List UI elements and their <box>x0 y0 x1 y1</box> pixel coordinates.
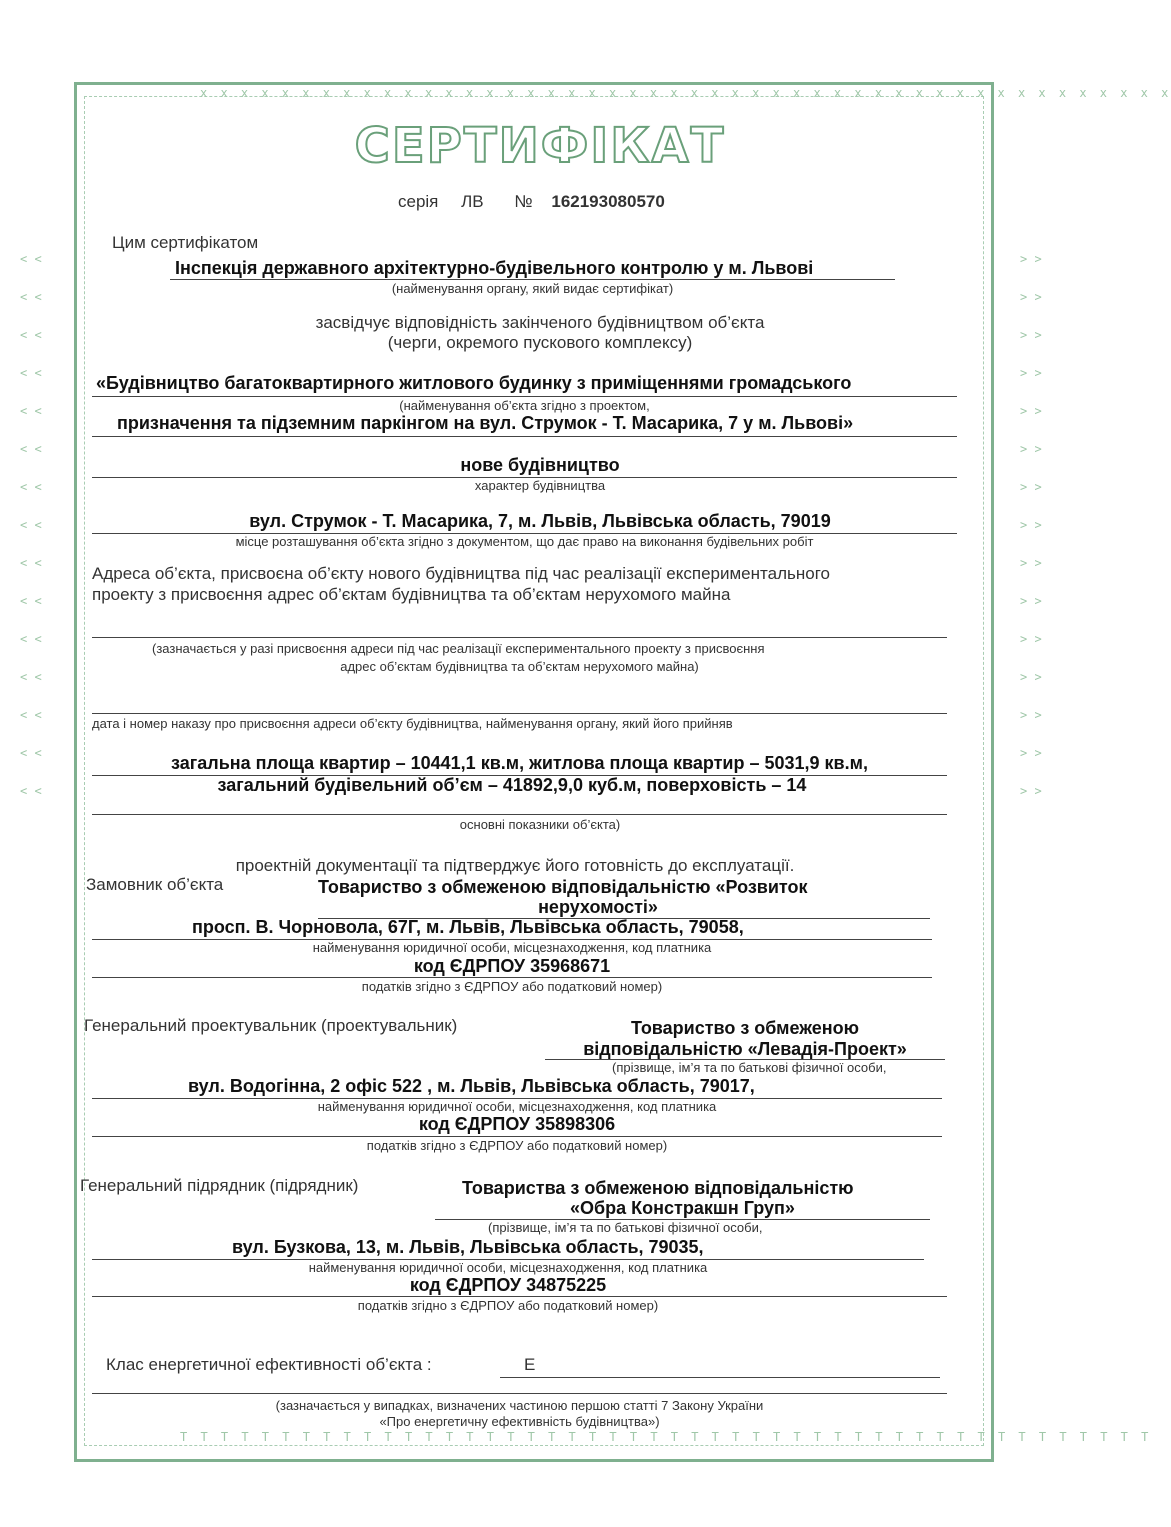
certifies-subtext: (черги, окремого пускового комплексу) <box>387 333 693 352</box>
energy-caption-line2: «Про енергетичну ефективність будівництва») <box>379 1414 660 1429</box>
designer-legal-caption: найменування юридичної особи, місцезнаходження, код платника <box>317 1099 717 1114</box>
authority-caption: (найменування органу, який видає сертифікат) <box>391 281 674 296</box>
order-underline <box>92 713 947 714</box>
designer-address: вул. Водогінна, 2 офіс 522 , м. Львів, Львівська область, 79017, <box>188 1076 755 1096</box>
energy-caption-line1: (зазначається у випадках, визначених частиною першою статті 7 Закону України <box>275 1398 764 1413</box>
bottom-ornament: T T T T T T T T T T T T T T T T T T T T T T T T T T T T T T T T T T T T T T T T T T T T T T T T <box>180 1430 1152 1444</box>
address-underline <box>92 637 947 638</box>
certificate-number: 162193080570 <box>551 192 665 211</box>
object-underline-2 <box>92 436 957 437</box>
energy-class-value: Е <box>524 1355 536 1374</box>
indicators-caption: основні показники об’єкта) <box>459 817 621 832</box>
contractor-code-underline <box>92 1296 947 1297</box>
right-ornament: > > > > > > > > > > > > > > > > > > > > > > > > > > > > > > <box>1020 252 1042 798</box>
contractor-name-line2: «Обра Констракшн Груп» <box>570 1198 795 1218</box>
customer-address: просп. В. Чорновола, 67Г, м. Львів, Львівська область, 79058, <box>192 917 744 937</box>
construction-type: нове будівництво <box>460 455 620 475</box>
address-caption-line2: адрес об’єктам будівництва та об’єктам нерухомого майна) <box>340 659 699 674</box>
address-text-line2: проекту з присвоєння адрес об’єктам будівництва та об’єктам нерухомого майна <box>92 585 731 604</box>
series-row <box>398 192 665 212</box>
address-caption-line1: (зазначається у разі присвоєння адреси під час реалізації експериментального проекту з присвоєння <box>152 641 765 656</box>
designer-name-line2: відповідальністю «Левадія-Проект» <box>583 1039 907 1059</box>
customer-legal-caption: найменування юридичної особи, місцезнаходження, код платника <box>312 940 712 955</box>
indicators-line2: загальний будівельний об’єм – 41892,9,0 куб.м, поверховість – 14 <box>217 775 807 795</box>
customer-label: Замовник об’єкта <box>86 875 224 894</box>
designer-name-line1: Товариство з обмеженою <box>630 1018 860 1038</box>
authority-underline <box>170 279 895 280</box>
customer-code: код ЄДРПОУ 35968671 <box>413 956 611 976</box>
object-name-line1: «Будівництво багатоквартирного житлового будинку з приміщеннями громадського <box>96 373 852 393</box>
left-ornament: < < < < < < < < < < < < < < < < < < < < < < < < < < < < < < <box>20 252 42 798</box>
customer-tax-caption: податків згідно з ЄДРПОУ або податковий номер) <box>361 979 663 994</box>
contractor-legal-caption: найменування юридичної особи, місцезнаходження, код платника <box>308 1260 708 1275</box>
customer-code-underline <box>92 977 932 978</box>
order-caption: дата і номер наказу про присвоєння адреси об’єкту будівництва, найменування органу, який його прийняв <box>92 716 733 731</box>
designer-code-underline <box>92 1136 942 1137</box>
designer-code: код ЄДРПОУ 35898306 <box>418 1114 616 1134</box>
object-caption: (найменування об’єкта згідно з проектом, <box>399 398 650 413</box>
energy-class-underline <box>500 1377 940 1378</box>
readiness-text: проектній документації та підтверджує його готовність до експлуатації. <box>235 856 795 875</box>
object-underline-1 <box>92 396 957 397</box>
customer-name-line2: нерухомості» <box>538 897 658 917</box>
contractor-person-caption: (прізвище, ім’я та по батькові фізичної особи, <box>488 1220 763 1235</box>
contractor-code: код ЄДРПОУ 34875225 <box>409 1275 607 1295</box>
contractor-tax-caption: податків згідно з ЄДРПОУ або податковий номер) <box>357 1298 659 1313</box>
construction-type-caption: характер будівництва <box>474 478 606 493</box>
address-text-line1: Адреса об’єкта, присвоєна об’єкту нового будівництва під час реалізації експериментального <box>92 564 830 583</box>
indicators-line1: загальна площа квартир – 10441,1 кв.м, житлова площа квартир – 5031,9 кв.м, <box>171 753 868 773</box>
energy-class-label: Клас енергетичної ефективності об’єкта : <box>106 1355 432 1374</box>
intro-text: Цим сертифікатом <box>112 233 259 252</box>
contractor-address: вул. Бузкова, 13, м. Львів, Львівська область, 79035, <box>232 1237 704 1257</box>
customer-name-line1: Товариство з обмеженою відповідальністю «Розвиток <box>318 877 808 897</box>
indicators-underline-2 <box>92 814 947 815</box>
location-caption: місце розташування об’єкта згідно з документом, що дає право на виконання будівельних робіт <box>235 534 814 549</box>
energy-caption-rule <box>92 1393 947 1394</box>
designer-label: Генеральний проектувальник (проектувальник) <box>84 1016 458 1035</box>
object-location: вул. Струмок - Т. Масарика, 7, м. Львів, Львівська область, 79019 <box>249 511 831 531</box>
series-value: ЛВ <box>461 192 484 211</box>
certifies-text: засвідчує відповідність закінченого будівництвом об’єкта <box>315 313 765 332</box>
certificate-title: СЕРТИФІКАТ <box>354 118 726 174</box>
contractor-label: Генеральний підрядник (підрядник) <box>80 1176 359 1195</box>
contractor-name-line1: Товариства з обмеженою відповідальністю <box>462 1178 854 1198</box>
designer-tax-caption: податків згідно з ЄДРПОУ або податковий номер) <box>366 1138 668 1153</box>
issuing-authority: Інспекція державного архітектурно-будівельного контролю у м. Львові <box>175 258 814 278</box>
series-label: серія <box>398 192 439 211</box>
designer-person-caption: (прізвище, ім’я та по батькові фізичної особи, <box>612 1060 887 1075</box>
object-name-line2: призначення та підземним паркінгом на вул. Струмок - Т. Масарика, 7 у м. Львові» <box>117 413 854 433</box>
top-ornament: x x x x x x x x x x x x x x x x x x x x x x x x x x x x x x x x x x x x x x x x x x x x x x x x <box>200 86 1171 100</box>
number-label: № <box>514 192 533 211</box>
